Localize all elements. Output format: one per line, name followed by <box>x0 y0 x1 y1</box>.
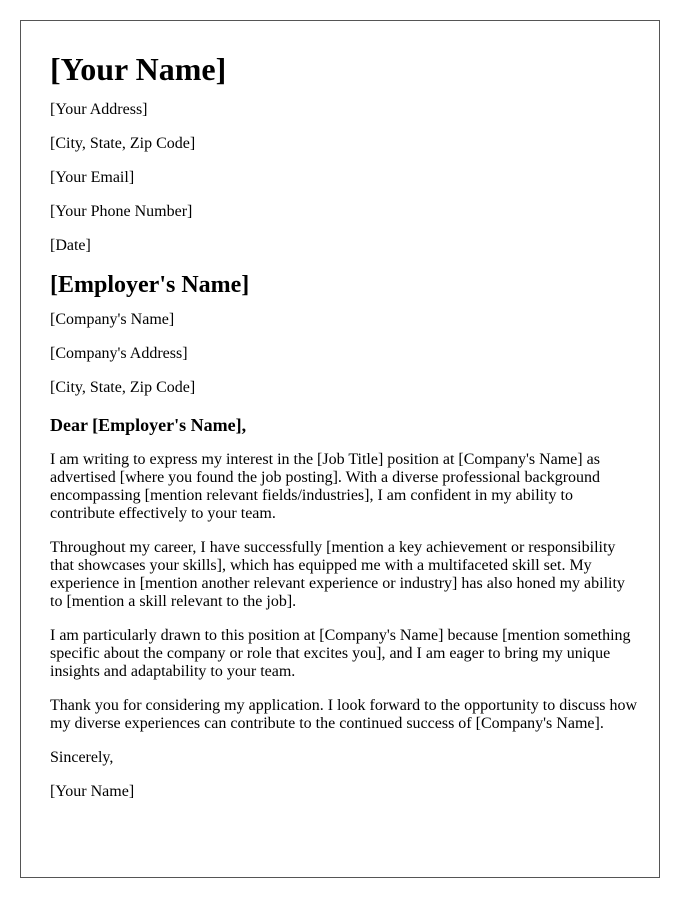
signature: [Your Name] <box>50 783 135 800</box>
sender-name-heading: [Your Name] <box>50 51 227 87</box>
body-paragraph-4: Thank you for considering my application. I look forward to the opportunity to discuss how my diverse experiences can contribute to the continued success of [Company's Name]. <box>50 697 638 732</box>
closing: Sincerely, <box>50 749 114 766</box>
sender-phone: [Your Phone Number] <box>50 203 193 220</box>
letter-content <box>50 49 640 817</box>
body-paragraph-2: Throughout my career, I have successfully [mention a key achievement or responsibility that showcases your skills], which has equipped me with a multifaceted skill set. My experience in [mention another relevant experience or industry] has also honed my ability to [mention a skill relevant to the job]. <box>50 539 625 610</box>
sender-city-state-zip: [City, State, Zip Code] <box>50 135 196 152</box>
letter-page <box>20 20 660 878</box>
company-address: [Company's Address] <box>50 345 188 362</box>
letter-body <box>50 451 640 801</box>
letter-date: [Date] <box>50 237 91 254</box>
sender-address: [Your Address] <box>50 101 148 118</box>
body-paragraph-1: I am writing to express my interest in the [Job Title] position at [Company's Name] as advertised [where you found the job posting]. With a diverse professional background encompassing [mention relevant fields/industries], I am confident in my ability to contribute effectively to your team. <box>50 451 601 522</box>
company-name: [Company's Name] <box>50 311 175 328</box>
sender-details <box>50 101 640 255</box>
body-paragraph-3: I am particularly drawn to this position at [Company's Name] because [mention something specific about the company or role that excites you], and I am eager to bring my unique insights and adaptability to your team. <box>50 627 631 680</box>
company-city-state-zip: [City, State, Zip Code] <box>50 379 196 396</box>
salutation: Dear [Employer's Name], <box>50 415 247 435</box>
sender-email: [Your Email] <box>50 169 135 186</box>
recipient-details <box>50 311 640 397</box>
employer-name-heading: [Employer's Name] <box>50 272 250 298</box>
